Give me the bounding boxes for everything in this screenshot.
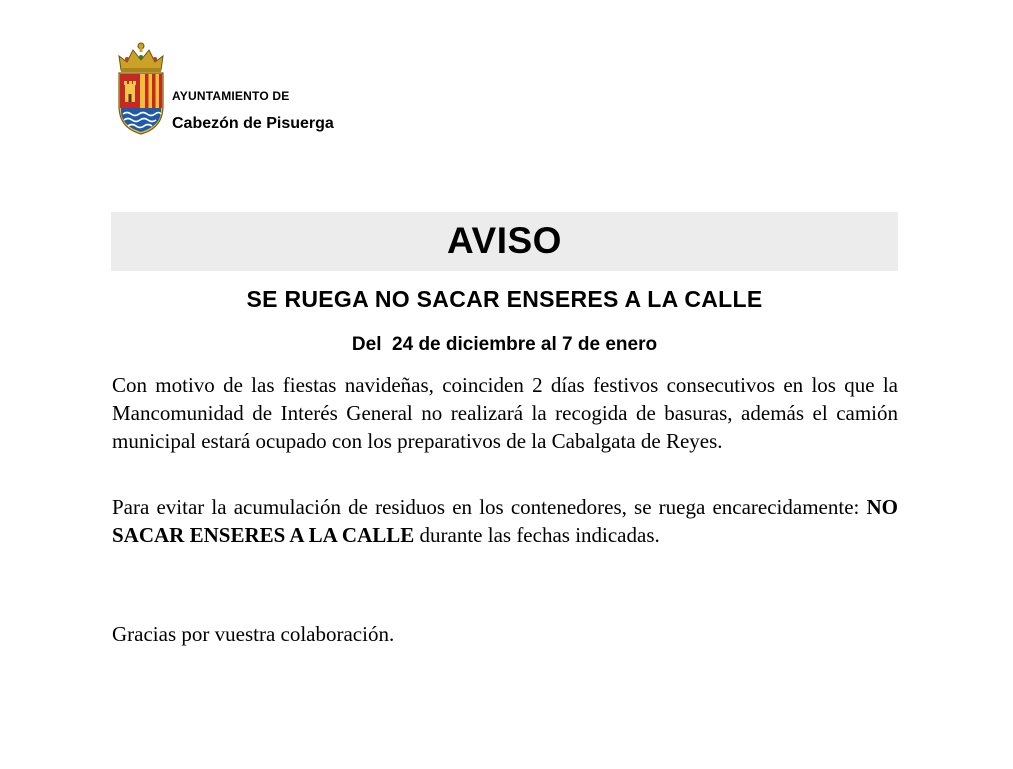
paragraph-request xyxy=(112,493,898,549)
request-emphasis: NO SACAR ENSERES A LA CALLE xyxy=(112,495,898,547)
notice-title: AVISO xyxy=(447,220,562,261)
coat-of-arms-icon xyxy=(113,40,169,136)
title-banner xyxy=(111,212,898,271)
notice-subtitle: SE RUEGA NO SACAR ENSERES A LA CALLE xyxy=(246,286,763,312)
org-name: Cabezón de Pisuerga xyxy=(172,115,334,132)
request-text-start: Para evitar la acumulación de residuos en los contenedores, se ruega encarecidamente: xyxy=(112,495,867,519)
paragraph-intro: Con motivo de las fiestas navideñas, coinciden 2 días festivos consecutivos en los que la Mancomunidad de Interés General no realizará la recogida de basuras, además el camión municipal estará ocupado con los preparativos de la Cabalgata de Reyes. xyxy=(112,373,898,453)
closing-thanks: Gracias por vuestra colaboración. xyxy=(112,622,395,646)
notice-dates: Del 24 de diciembre al 7 de enero xyxy=(351,334,658,355)
org-name-prefix: AYUNTAMIENTO DE xyxy=(172,89,290,103)
request-text-end: durante las fechas indicadas. xyxy=(414,523,660,547)
